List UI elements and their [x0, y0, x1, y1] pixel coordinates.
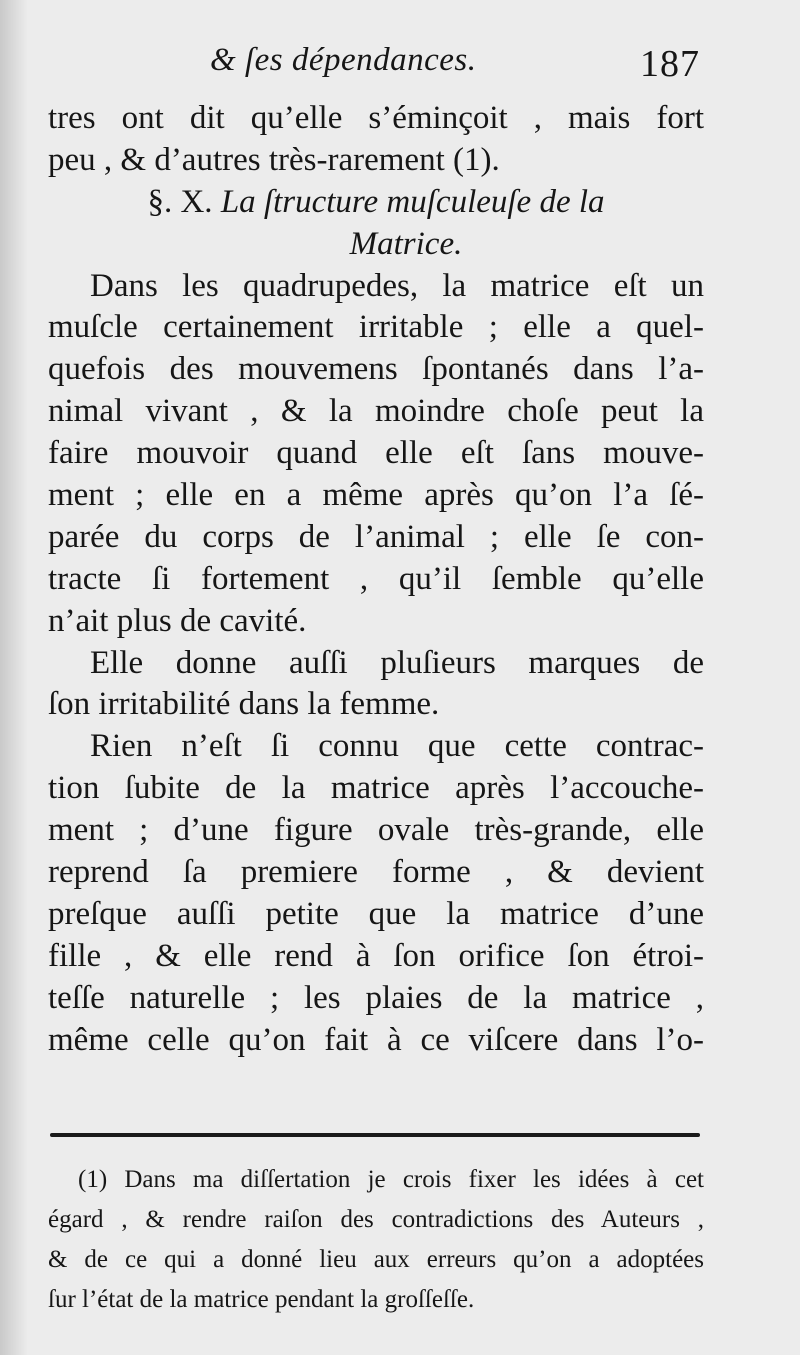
text-line: faire mouvoir quand elle eſt ſans mouve-	[48, 435, 704, 472]
text-line: quefois des mouvemens ſpontanés dans l’a-	[48, 351, 704, 388]
footnote-divider	[50, 1133, 700, 1137]
text-line: fille , & elle rend à ſon orifice ſon étroi-	[48, 937, 704, 974]
footnote-line: égard , & rendre raiſon des contradictions des Auteurs ,	[48, 1206, 704, 1233]
text-line: preſque auſſi petite que la matrice d’une	[48, 895, 704, 932]
text-line: parée du corps de l’animal ; elle ſe con-	[48, 518, 704, 555]
text-line: ment ; d’une figure ovale très-grande, elle	[48, 812, 704, 849]
footnote	[48, 1160, 704, 1320]
page-gutter-shadow	[0, 0, 28, 1355]
text-line: Rien n’eſt ſi connu que cette contrac-	[90, 728, 704, 765]
footnote-line: & de ce qui a donné lieu aux erreurs qu’on a adoptées	[48, 1246, 704, 1273]
footnote-line: ſur l’état de la matrice pendant la groſſeſſe.	[48, 1286, 475, 1313]
text-line: peu , & d’autres très-rarement (1).	[48, 141, 500, 178]
running-title: & ſes dépendances.	[210, 42, 477, 78]
text-line: ſon irritabilité dans la femme.	[48, 686, 440, 723]
page-number: 187	[640, 43, 700, 85]
text-line: tion ſubite de la matrice après l’accouche-	[48, 770, 704, 807]
section-number: §. X.	[147, 183, 213, 220]
footnote-line: (1) Dans ma diſſertation je crois fixer les idées à cet	[78, 1166, 704, 1193]
main-text	[48, 98, 704, 1061]
text-line: tres ont dit qu’elle s’éminçoit , mais fort	[48, 100, 704, 136]
section-heading	[48, 182, 704, 224]
text-line: muſcle certainement irritable ; elle a quel-	[48, 309, 704, 346]
running-head	[50, 38, 700, 98]
section-title-part2: Matrice.	[349, 225, 463, 262]
text-line: reprend ſa premiere forme , & devient	[48, 854, 704, 891]
section-title-part1: La ſtructure muſculeuſe de la	[220, 183, 605, 220]
text-line: teſſe naturelle ; les plaies de la matrice ,	[48, 979, 704, 1016]
text-line: tracte ſi fortement , qu’il ſemble qu’elle	[48, 560, 704, 597]
text-line: nimal vivant , & la moindre choſe peut la	[48, 393, 704, 430]
text-line: n’ait plus de cavité.	[48, 602, 307, 639]
text-line: Elle donne auſſi pluſieurs marques de	[90, 644, 704, 681]
text-line: Dans les quadrupedes, la matrice eſt un	[90, 267, 704, 304]
text-line: ment ; elle en a même après qu’on l’a ſé-	[48, 477, 704, 514]
text-line: même celle qu’on fait à ce viſcere dans l’o-	[48, 1021, 704, 1058]
